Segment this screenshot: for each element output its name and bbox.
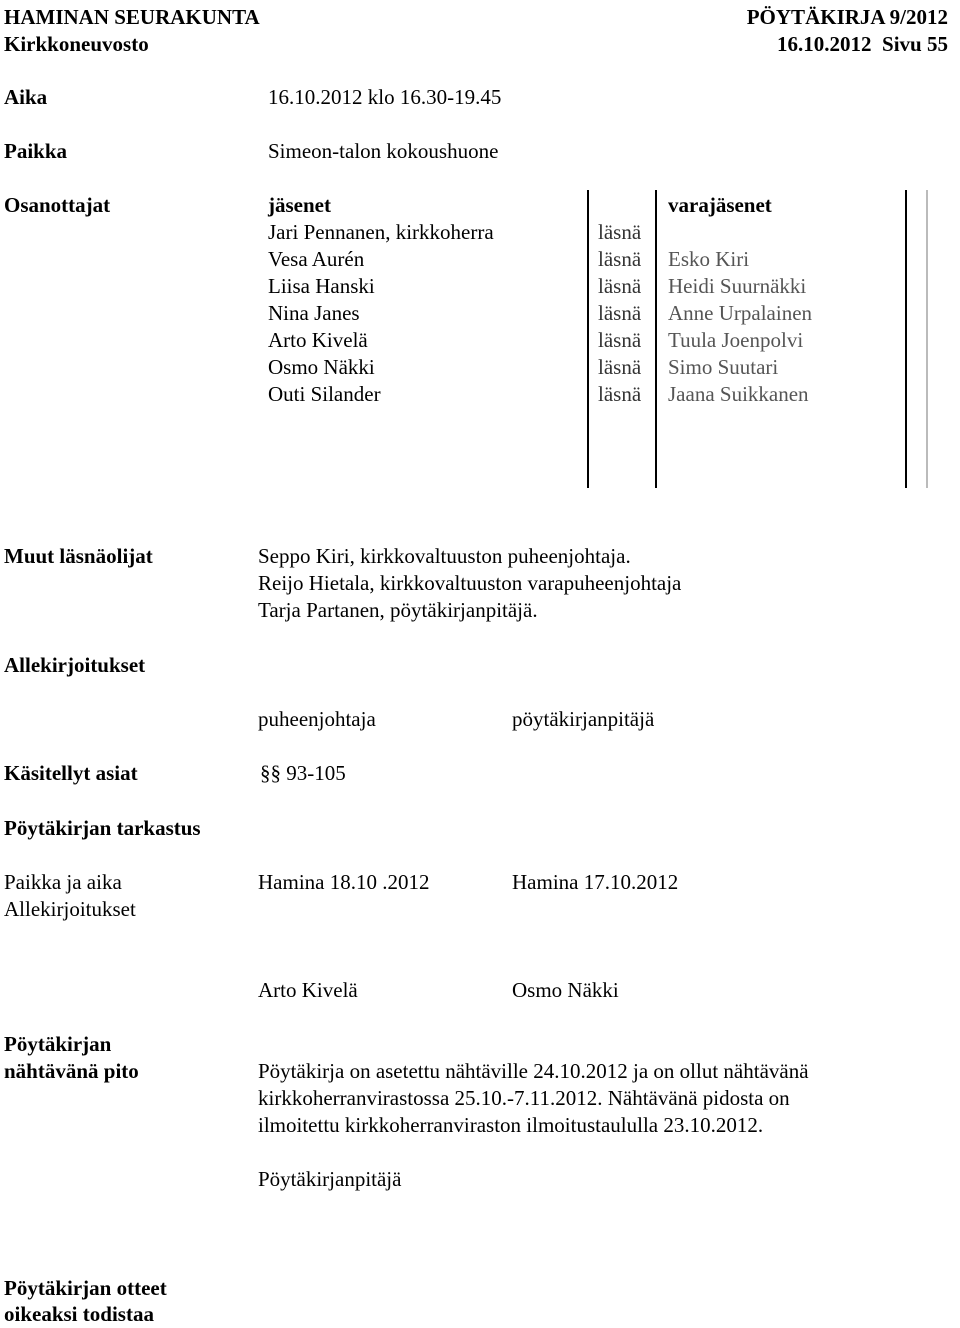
aika-label: Aika (4, 85, 48, 109)
deputy-name: Jaana Suikkanen (668, 382, 809, 406)
nahtavana-line: kirkkoherranvirastossa 25.10.-7.11.2012. Nähtävänä pidosta on (258, 1086, 790, 1110)
nahtavana-line: Pöytäkirja on asetettu nähtäville 24.10.2012 ja on ollut nähtävänä (258, 1059, 809, 1083)
nahtavana-label-2: nähtävänä pito (4, 1059, 139, 1083)
deputy-name: Anne Urpalainen (668, 301, 813, 325)
member-name: Liisa Hanski (268, 274, 375, 298)
tarkastaja-1: Arto Kivelä (258, 978, 358, 1002)
table-divider (655, 190, 657, 488)
aika-value: 16.10.2012 klo 16.30-19.45 (268, 85, 502, 109)
attendance-status: läsnä (598, 355, 642, 379)
member-name: Nina Janes (268, 301, 360, 325)
nahtavana-label-1: Pöytäkirjan (4, 1032, 112, 1056)
tarkastus-place-2: Hamina 17.10.2012 (512, 870, 679, 894)
muut-label: Muut läsnäolijat (4, 544, 153, 568)
nahtavana-signer: Pöytäkirjanpitäjä (258, 1167, 402, 1191)
members-heading: jäsenet (268, 193, 331, 217)
member-name: Arto Kivelä (268, 328, 368, 352)
member-name: Jari Pennanen, kirkkoherra (268, 220, 494, 244)
attendance-status: läsnä (598, 382, 642, 406)
header-doc-title: PÖYTÄKIRJA 9/2012 (746, 5, 948, 29)
tarkastaja-2: Osmo Näkki (512, 978, 619, 1002)
attendance-status: läsnä (598, 274, 642, 298)
kasitellyt-label: Käsitellyt asiat (4, 761, 138, 785)
paikka-label: Paikka (4, 139, 68, 163)
deputy-name: Heidi Suurnäkki (668, 274, 807, 298)
member-name: Vesa Aurén (268, 247, 365, 271)
nahtavana-line: ilmoitettu kirkkoherranviraston ilmoitustaululla 23.10.2012. (258, 1113, 764, 1137)
otteet-label-1: Pöytäkirjan otteet (4, 1276, 167, 1300)
muut-line: Tarja Partanen, pöytäkirjanpitäjä. (258, 598, 538, 622)
table-divider (587, 190, 589, 488)
attendance-status: läsnä (598, 220, 642, 244)
member-name: Outi Silander (268, 382, 381, 406)
header-date-page: 16.10.2012 Sivu 55 (777, 32, 948, 56)
table-divider (905, 190, 907, 488)
otteet-label-2: oikeaksi todistaa (4, 1302, 154, 1326)
attendance-status: läsnä (598, 328, 642, 352)
muut-line: Seppo Kiri, kirkkovaltuuston puheenjohtaja. (258, 544, 631, 568)
table-divider (926, 190, 928, 488)
deputy-name: Tuula Joenpolvi (668, 328, 804, 352)
member-name: Osmo Näkki (268, 355, 375, 379)
kasitellyt-value: §§ 93-105 (260, 761, 346, 785)
deputy-name: Simo Suutari (668, 355, 779, 379)
tarkastus-place-1: Hamina 18.10 .2012 (258, 870, 430, 894)
deputy-name: Esko Kiri (668, 247, 750, 271)
osanottajat-label: Osanottajat (4, 193, 111, 217)
tarkastus-heading: Pöytäkirjan tarkastus (4, 816, 201, 840)
tarkastus-place-label: Paikka ja aika (4, 870, 122, 894)
attendance-status: läsnä (598, 301, 642, 325)
deputies-heading: varajäsenet (668, 193, 772, 217)
signature-chair: puheenjohtaja (258, 707, 376, 731)
header-body: Kirkkoneuvosto (4, 32, 149, 56)
tarkastus-sign-label: Allekirjoitukset (4, 897, 136, 921)
signature-secretary: pöytäkirjanpitäjä (512, 707, 655, 731)
attendance-status: läsnä (598, 247, 642, 271)
paikka-value: Simeon-talon kokoushuone (268, 139, 499, 163)
allekirjoitukset-label: Allekirjoitukset (4, 653, 146, 677)
muut-line: Reijo Hietala, kirkkovaltuuston varapuheenjohtaja (258, 571, 682, 595)
header-org: HAMINAN SEURAKUNTA (4, 5, 260, 29)
